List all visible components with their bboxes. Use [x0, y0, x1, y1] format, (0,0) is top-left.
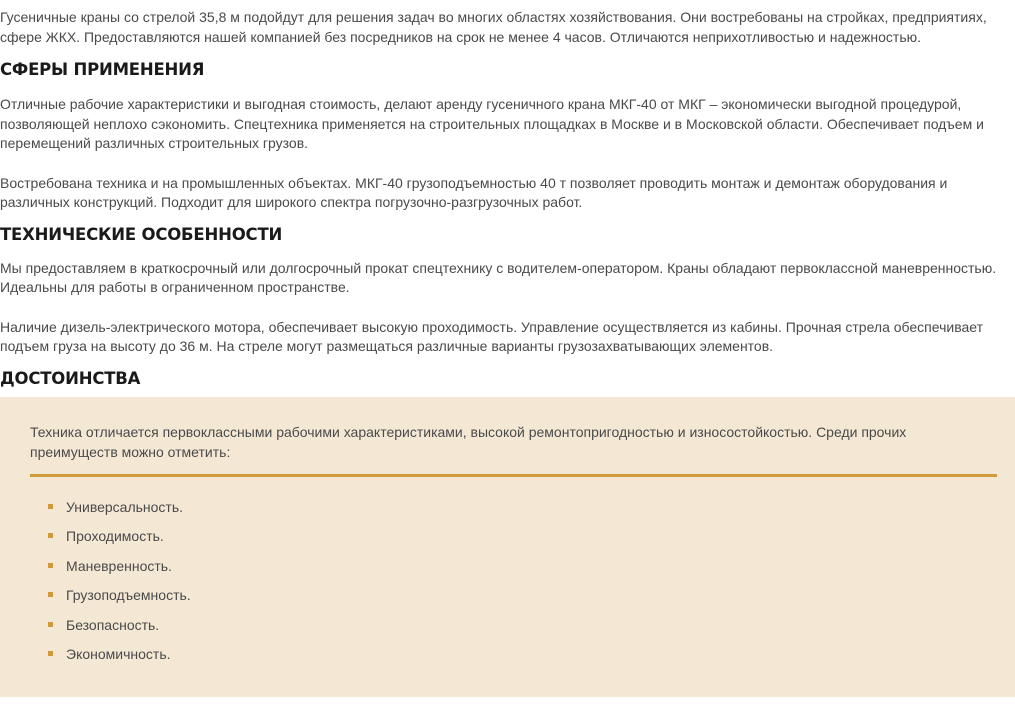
square-bullet-icon	[48, 533, 53, 538]
list-item	[48, 645, 997, 675]
list-item-text: Универсальность.	[66, 498, 184, 515]
list-item-text: Грузоподъемность.	[66, 587, 191, 603]
technical-paragraph-1: Мы предоставляем в краткосрочный или долгосрочный прокат спецтехнику с водителем-оператором. Краны обладают первоклассной маневренностью. Идеальны для работы в ограниченном пространстве.	[0, 259, 997, 295]
square-bullet-icon	[48, 651, 53, 656]
technical-heading: ТЕХНИЧЕСКИЕ ОСОБЕННОСТИ	[0, 224, 283, 244]
square-bullet-icon	[48, 592, 53, 597]
spheres-heading: СФЕРЫ ПРИМЕНЕНИЯ	[0, 60, 205, 79]
list-item	[48, 616, 997, 646]
list-item-text: Экономичность.	[66, 646, 171, 662]
spheres-paragraph-1: Отличные рабочие характеристики и выгодная стоимость, делают аренду гусеничного крана МКГ-40 от МКГ – экономически выгодной процедурой, позволяющей неплохо сэкономить. Спецтехника применяется на строительных площадках в Москве и в Московской области. Обеспечивает подъем и перемещений различных строительных грузов.	[0, 96, 984, 151]
list-item	[48, 586, 997, 616]
technical-paragraph-2: Наличие дизель-электрического мотора, обеспечивает высокую проходимость. Управление осуществляется из кабины. Прочная стрела обеспечивает подъем груза на высоту до 36 м. На стреле могут размещаться различные варианты грузозахватывающих элементов.	[0, 318, 984, 354]
advantages-intro: Техника отличается первоклассными рабочими характеристиками, высокой ремонтопригодностью и износостойкостью. Среди прочих преимуществ можно отметить:	[30, 423, 907, 460]
square-bullet-icon	[48, 563, 53, 568]
square-bullet-icon	[48, 622, 53, 627]
list-item-text: Безопасность.	[66, 616, 160, 633]
list-item	[48, 498, 997, 528]
list-item-text: Маневренность.	[66, 557, 172, 574]
spheres-paragraph-2: Востребована техника и на промышленных объектах. МКГ-40 грузоподъемностью 40 т позволяет проводить монтаж и демонтаж оборудования и различных конструкций. Подходит для широкого спектра погрузочно-разгрузочных работ.	[0, 174, 948, 210]
square-bullet-icon	[48, 504, 53, 509]
list-item	[48, 527, 997, 557]
advantages-list	[30, 477, 997, 675]
list-item-text: Проходимость.	[66, 528, 164, 544]
advantages-heading: ДОСТОИНСТВА	[0, 368, 141, 388]
advantages-box	[0, 397, 1015, 697]
list-item	[48, 557, 997, 587]
intro-paragraph: Гусеничные краны со стрелой 35,8 м подойдут для решения задач во многих областях хозяйствования. Они востребованы на стройках, предприятиях, сфере ЖКХ. Предоставляются нашей компанией без посредников на срок не менее 4 часов. Отличаются неприхотливостью и надежностью.	[0, 9, 987, 45]
